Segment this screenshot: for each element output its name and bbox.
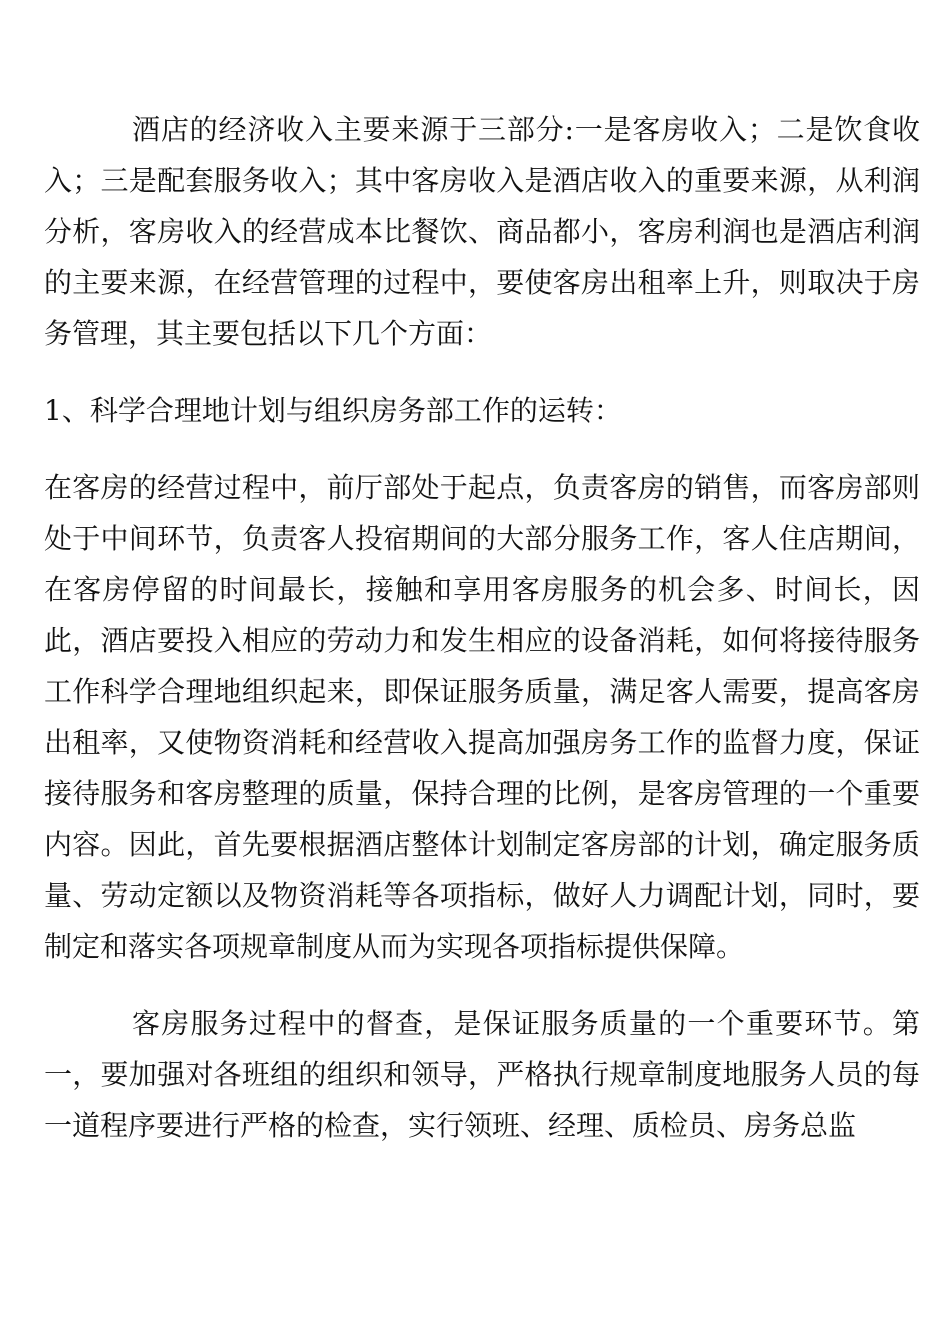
paragraph-operations: 在客房的经营过程中，前厅部处于起点，负责客房的销售，而客房部则处于中间环节，负责客人投宿期间的大部分服务工作，客人住店期间，在客房停留的时间最长，接触和享用客房服务的机会多、时间长，因此，酒店要投入相应的劳动力和发生相应的设备消耗，如何将接待服务工作科学合理地组织起来，即保证服务质量，满足客人需要，提高客房出租率，又使物资消耗和经营收入提高加强房务工作的监督力度，保证接待服务和客房整理的质量，保持合理的比例，是客房管理的一个重要内容。因此，首先要根据酒店整体计划制定客房部的计划，确定服务质量、劳动定额以及物资消耗等各项指标，做好人力调配计划，同时，要制定和落实各项规章制度从而为实现各项指标提供保障。	[44, 471, 920, 963]
section-heading: 1、科学合理地计划与组织房务部工作的运转：	[44, 394, 622, 427]
paragraph-intro: 酒店的经济收入主要来源于三部分:一是客房收入；二是饮食收入；三是配套服务收入；其中客房收入是酒店收入的重要来源，从利润分析，客房收入的经营成本比餐饮、商品都小，客房利润也是酒店利润的主要来源，在经营管理的过程中，要使客房出租率上升，则取决于房务管理，其主要包括以下几个方面：	[44, 113, 920, 350]
paragraph-supervision: 客房服务过程中的督查，是保证服务质量的一个重要环节。第一，要加强对各班组的组织和领导，严格执行规章制度地服务人员的每一道程序要进行严格的检查，实行领班、经理、质检员、房务总监	[44, 1007, 920, 1142]
document-body	[44, 104, 920, 1151]
